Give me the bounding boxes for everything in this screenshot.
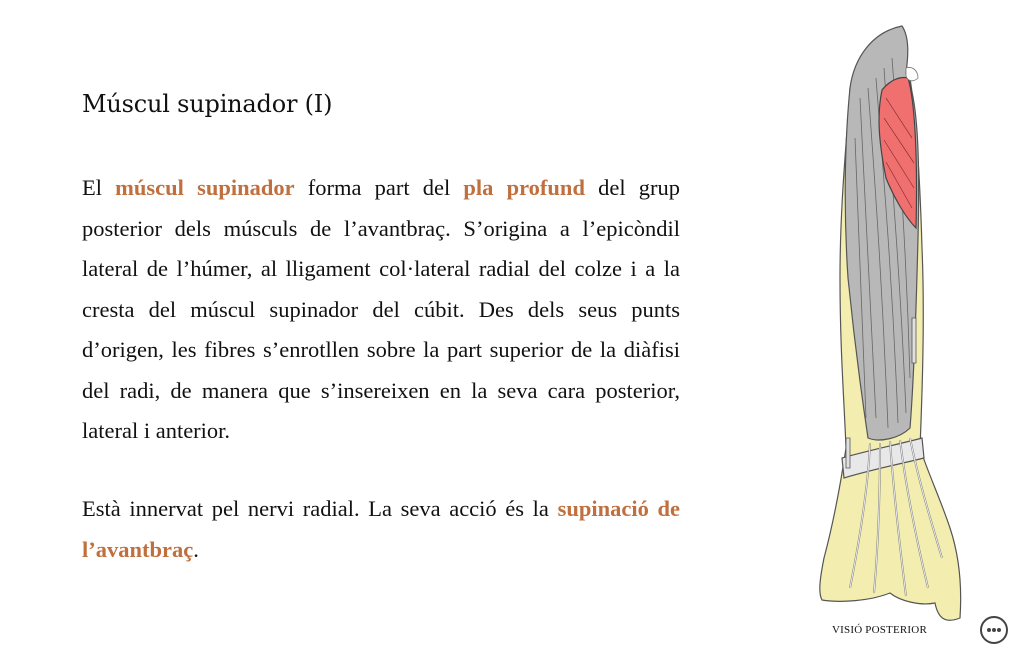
highlight-term-deep-plane: pla profund (463, 175, 585, 200)
figure-caption: VISIÓ POSTERIOR (832, 624, 927, 636)
highlight-term-supinator-muscle: múscul supinador (115, 175, 295, 200)
text-segment: del grup posterior dels músculs de l’avantbraç. S’origina a l’epicòndil lateral de l’húmer, al lligament col·lateral radial del colze i a la cresta del múscul supinador del cúbit. Des dels seus punts d’origen, les fibres s’enrotllen sobre la part superior de la diàfisi del radi, de manera que s’insereixen en la seva cara posterior, lateral i anterior. (82, 175, 680, 443)
text-segment: El (82, 175, 116, 200)
text-segment: . (193, 536, 199, 562)
more-options-button[interactable] (980, 616, 1008, 644)
description-paragraph (82, 168, 680, 452)
forearm-posterior-illustration (810, 18, 970, 626)
highlight-term-supination: supinació de l’avantbraç (82, 496, 680, 562)
more-options-icon (986, 627, 1002, 633)
text-segment: forma part del (294, 175, 464, 200)
tendon-patch (906, 67, 918, 80)
page-title: Múscul supinador (I) (82, 90, 333, 118)
innervation-paragraph (82, 489, 680, 570)
radius-detail (846, 438, 850, 468)
ulna-styloid-detail (912, 318, 916, 363)
text-segment: Està innervat pel nervi radial. La seva acció és la (82, 496, 558, 521)
